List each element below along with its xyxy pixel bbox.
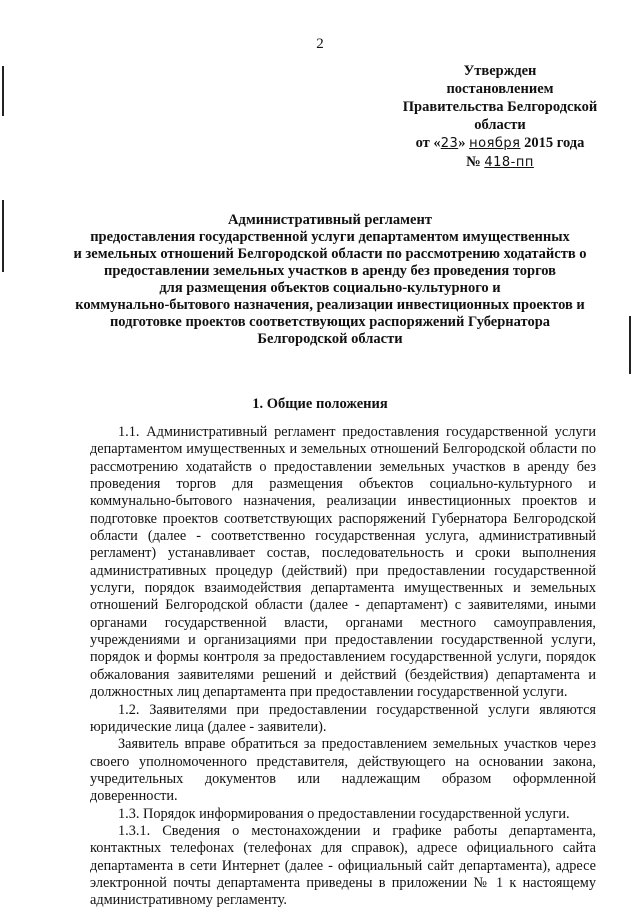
number-prefix: № (466, 154, 485, 170)
paragraph: 1.2. Заявителями при предоставлении государственной услуги являются юридические лица (далее - заявители). (90, 701, 596, 735)
date-prefix: от « (415, 135, 441, 151)
title-line: подготовке проектов соответствующих распоряжений Губернатора (109, 314, 551, 330)
approval-date (380, 134, 620, 153)
paragraph: 1.3. Порядок информирования о предоставлении государственной услуги. (118, 805, 570, 822)
approval-line: Утвержден (463, 63, 537, 79)
date-suffix: 2015 года (520, 135, 585, 151)
approval-stamp (380, 62, 620, 172)
scan-edge-mark (2, 66, 4, 116)
date-mid: » (458, 135, 470, 151)
paragraph: Заявитель вправе обратиться за предоставлением земельных участков через своего уполномоченного представителя, действующего на основании закона, учредительных документов или надлежащим образом оформленной доверенности. (90, 736, 596, 805)
title-line: коммунально-бытового назначения, реализации инвестиционных проектов и (75, 297, 585, 313)
title-line: и земельных отношений Белгородской области по рассмотрению ходатайств о (73, 246, 587, 262)
title-line: предоставлении земельных участков в аренду без проведения торгов (103, 263, 557, 279)
title-line: предоставления государственной услуги департаментом имущественных (90, 229, 570, 245)
paragraph: 1.3.1. Сведения о местонахождении и графике работы департамента, контактных телефонах (телефонах для справок), адресе официального сайта департамента в сети Интернет (далее - официальный сайт департамента), адресе электронной почты департамента приведены в приложении № 1 к настоящему административному регламенту. (90, 822, 596, 909)
title-line: Административный регламент (228, 212, 432, 228)
title-line: для размещения объектов социально-культурного и (159, 280, 501, 296)
document-body (90, 424, 596, 910)
scan-edge-mark (629, 316, 631, 374)
approval-number (380, 153, 620, 172)
section-heading: 1. Общие положения (252, 396, 388, 412)
number-value: 418-пп (484, 155, 534, 170)
scan-edge-mark (2, 200, 4, 272)
page-number: 2 (316, 36, 324, 52)
title-line: Белгородской области (257, 331, 403, 347)
date-day: 23 (440, 136, 459, 151)
approval-line: Правительства Белгородской (402, 99, 598, 115)
approval-line: области (474, 117, 526, 133)
date-month: ноября (469, 136, 521, 151)
approval-line: постановлением (446, 81, 554, 97)
document-title (40, 212, 620, 348)
paragraph: 1.1. Административный регламент предоставления государственной услуги департаментом имущественных и земельных отношений Белгородской области по рассмотрению ходатайств о предоставлении земельных участков в аренду без проведения торгов для размещения объектов социально-культурного и коммунально-бытового назначения, реализации инвестиционных проектов и подготовке проектов соответствующих распоряжений Губернатора Белгородской области (далее - соответственно государственная услуга, административный регламент) устанавливает состав, последовательность и сроки выполнения административных процедур (действий) при предоставлении государственной услуги, порядок взаимодействия департамента имущественных и земельных отношений Белгородской области (далее - департамент) с заявителями, иными органами государственной власти, органами местного самоуправления, учреждениями и организациями при предоставлении государственной услуги, порядок и формы контроля за предоставлением государственной услуги, порядок обжалования заявителями решений и действий (бездействия) департамента и должностных лиц департамента при предоставлении государственной услуги. (90, 424, 596, 701)
